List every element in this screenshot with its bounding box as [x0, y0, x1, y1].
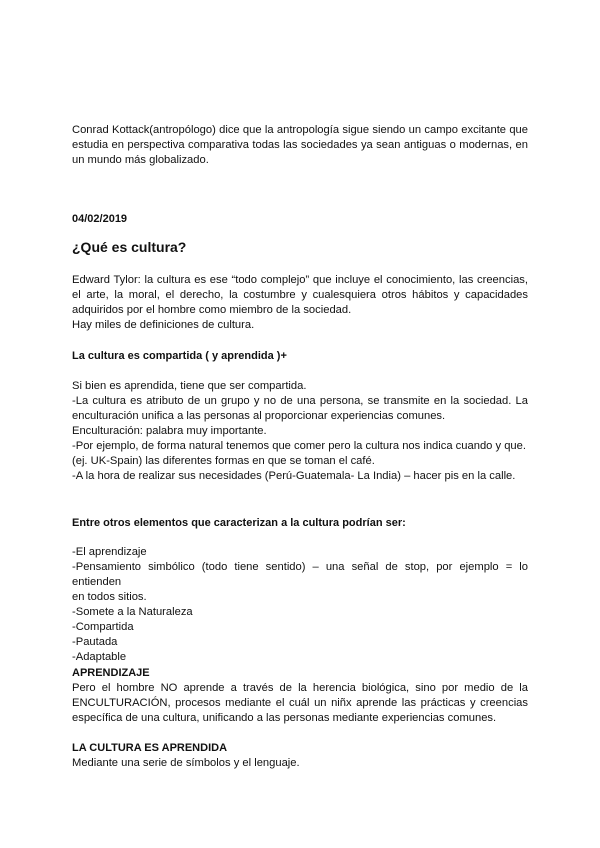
text-line: adquiridos por el hombre como miembro de la sociedad.: [72, 304, 352, 316]
text-line: enculturación unifica a las personas al proporcionar experiencias comunes.: [72, 410, 446, 422]
subheading-aprendizaje: APRENDIZAJE: [72, 667, 150, 679]
aprendizaje-body: [72, 681, 528, 726]
text-line: -La cultura es atributo de un grupo y no de una persona, se transmite en la sociedad. La: [72, 395, 528, 407]
text-line: estudia en perspectiva comparativa todas las sociedades ya sean antiguas o modernas, en: [72, 139, 528, 151]
text-line: el arte, la moral, el derecho, la costumbre y cualesquiera otros hábitos y capacidades: [72, 289, 528, 301]
text-line: un mundo más globalizado.: [72, 154, 209, 166]
tylor-definition: [72, 273, 528, 333]
text-line: Edward Tylor: la cultura es ese “todo complejo” que incluye el conocimiento, las creencias,: [72, 274, 528, 286]
text-line: Enculturación: palabra muy importante.: [72, 425, 267, 437]
list-item: -Pensamiento simbólico (todo tiene sentido) – una señal de stop, por ejemplo = lo entienden: [72, 561, 528, 588]
list-item: -Somete a la Naturaleza: [72, 606, 193, 618]
text-line: (ej. UK-Spain) las diferentes formas en que se toman el café.: [72, 455, 375, 467]
text-line: -A la hora de realizar sus necesidades (Perú-Guatemala- La India) – hacer pis en la calle.: [72, 470, 516, 482]
compartida-body: [72, 379, 528, 484]
section-title: ¿Qué es cultura?: [72, 239, 187, 255]
list-item: -Adaptable: [72, 651, 127, 663]
list-item: -Pautada: [72, 636, 118, 648]
text-line: específica de una cultura, unificando a las personas mediante experiencias comunes.: [72, 712, 497, 724]
text-line: -Por ejemplo, de forma natural tenemos que comer pero la cultura nos indica cuando y que.: [72, 440, 526, 452]
intro-paragraph: [72, 123, 528, 168]
text-line: ENCULTURACIÓN, procesos mediante el cuál un niñx aprende las prácticas y creencias: [72, 697, 528, 709]
text-line: Mediante una serie de símbolos y el lenguaje.: [72, 757, 300, 769]
date-heading: 04/02/2019: [72, 213, 128, 225]
text-line: Pero el hombre NO aprende a través de la herencia biológica, sino por medio de la: [72, 682, 528, 694]
list-item: en todos sitios.: [72, 591, 147, 603]
list-item: -El aprendizaje: [72, 546, 147, 558]
list-item: -Compartida: [72, 621, 134, 633]
aprendida-body: [72, 756, 528, 771]
subheading-elementos: Entre otros elementos que caracterizan a la cultura podrían ser:: [72, 517, 406, 529]
subheading-compartida: La cultura es compartida ( y aprendida )+: [72, 350, 287, 362]
text-line: Si bien es aprendida, tiene que ser compartida.: [72, 380, 307, 392]
text-line: Hay miles de definiciones de cultura.: [72, 319, 255, 331]
text-line: Conrad Kottack(antropólogo) dice que la antropología sigue siendo un campo excitante que: [72, 124, 528, 136]
elementos-list: [72, 545, 528, 665]
subheading-cultura-aprendida: LA CULTURA ES APRENDIDA: [72, 742, 228, 754]
